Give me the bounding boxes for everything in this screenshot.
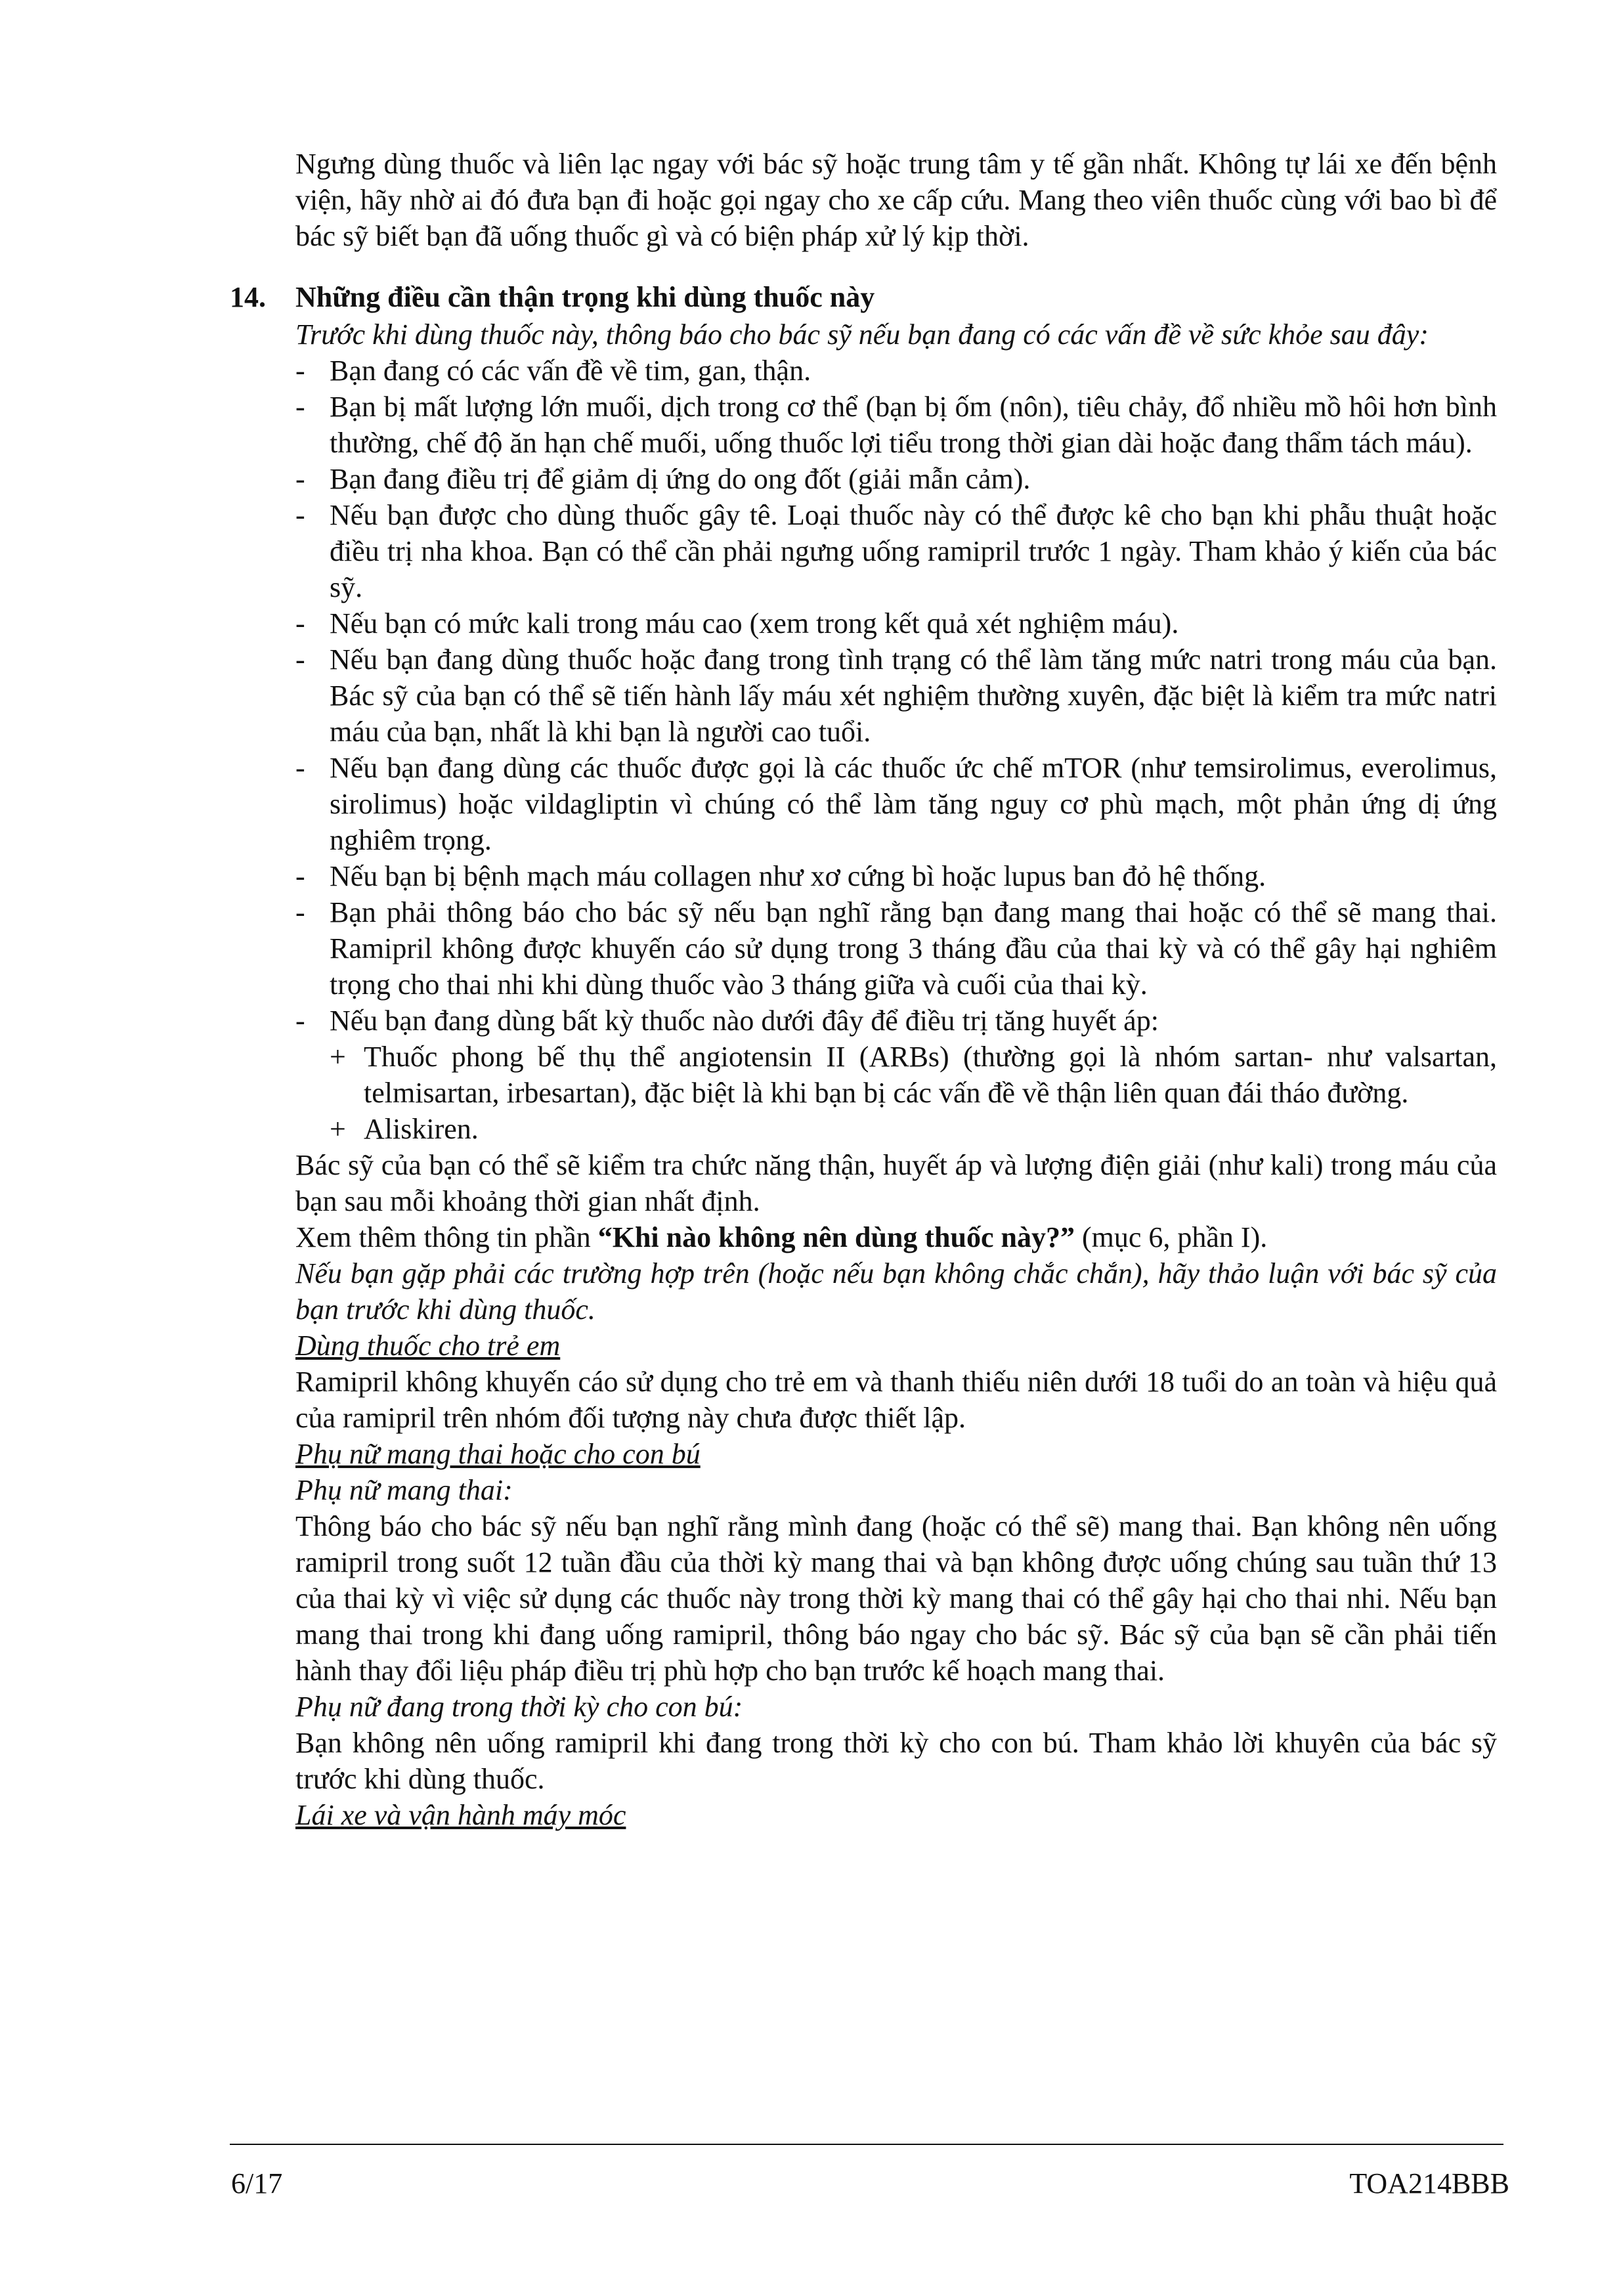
section-number: 14. [230, 281, 266, 313]
children-heading: Dùng thuốc cho trẻ em [295, 1330, 561, 1362]
list-item: - Bạn bị mất lượng lớn muối, dịch trong cơ thể (bạn bị ốm (nôn), tiêu chảy, đổ nhiều mồ hôi hơn bình thường, chế độ ăn hạn chế muối, uống thuốc lợi tiểu trong thời gian dài hoặc đang thẩm tách máu). [295, 389, 1497, 461]
dash-marker: - [295, 752, 305, 784]
pregnant-subheading: Phụ nữ mang thai: [295, 1474, 513, 1506]
section-lead: Trước khi dùng thuốc này, thông báo cho bác sỹ nếu bạn đang có các vấn đề về sức khỏe sau đây: [295, 318, 1429, 351]
section-heading [230, 279, 1497, 315]
list-item: - Bạn đang có các vấn đề về tim, gan, thận. [295, 353, 1497, 389]
sub-list-item: + Aliskiren. [330, 1111, 1497, 1147]
dash-marker: - [295, 860, 305, 892]
breastfeeding-paragraph: Bạn không nên uống ramipril khi đang trong thời kỳ cho con bú. Tham khảo lời khuyên của bác sỹ trước khi dùng thuốc. [295, 1727, 1497, 1795]
hypertension-sublist [330, 1039, 1497, 1147]
intro-paragraph: Ngưng dùng thuốc và liên lạc ngay với bác sỹ hoặc trung tâm y tế gần nhất. Không tự lái xe đến bệnh viện, hãy nhờ ai đó đưa bạn đi hoặc gọi ngay cho xe cấp cứu. Mang theo viên thuốc cùng với bao bì để bác sỹ biết bạn đã uống thuốc gì và có biện pháp xử lý kịp thời. [295, 148, 1497, 252]
dash-marker: - [295, 1005, 305, 1037]
list-item: - Nếu bạn được cho dùng thuốc gây tê. Loại thuốc này có thể được kê cho bạn khi phẫu thuật hoặc điều trị nha khoa. Bạn có thể cần phải ngưng uống ramipril trước 1 ngày. Tham khảo ý kiến của bác sỹ. [295, 497, 1497, 605]
plus-marker: + [330, 1113, 346, 1145]
precaution-list [295, 353, 1497, 1147]
sub-list-item: + Thuốc phong bế thụ thể angiotensin II (ARBs) (thường gọi là nhóm sartan- như valsartan, telmisartan, irbesartan), đặc biệt là khi bạn bị các vấn đề về thận liên quan đái tháo đường. [330, 1039, 1497, 1111]
children-paragraph: Ramipril không khuyến cáo sử dụng cho trẻ em và thanh thiếu niên dưới 18 tuổi do an toàn và hiệu quả của ramipril trên nhóm đối tượng này chưa được thiết lập. [295, 1366, 1497, 1434]
dash-marker: - [295, 896, 305, 928]
list-item: - Nếu bạn đang dùng các thuốc được gọi là các thuốc ức chế mTOR (như temsirolimus, everolimus, sirolimus) hoặc vildagliptin vì chúng có thể làm tăng nguy cơ phù mạch, một phản ứng dị ứng nghiêm trọng. [295, 750, 1497, 858]
breastfeeding-subheading: Phụ nữ đang trong thời kỳ cho con bú: [295, 1691, 743, 1723]
list-item-hypertension: - Nếu bạn đang dùng bất kỳ thuốc nào dưới đây để điều trị tăng huyết áp: + Thuốc phong bế thụ thể angiotensin II (ARBs) (thường gọi là nhóm sartan- như valsartan, telmisartan, irbesartan), đặc biệt là khi bạn bị các vấn đề về thận liên quan đái tháo đường. + Aliskiren. [295, 1003, 1497, 1147]
list-item: - Nếu bạn đang dùng thuốc hoặc đang trong tình trạng có thể làm tăng mức natri trong máu của bạn. Bác sỹ của bạn có thể sẽ tiến hành lấy máu xét nghiệm thường xuyên, đặc biệt là kiểm tra mức natri máu của bạn, nhất là khi bạn là người cao tuổi. [295, 641, 1497, 750]
list-item: - Nếu bạn có mức kali trong máu cao (xem trong kết quả xét nghiệm máu). [295, 605, 1497, 641]
section-title: Những điều cần thận trọng khi dùng thuốc này [295, 281, 875, 313]
plus-marker: + [330, 1041, 346, 1073]
see-more-paragraph: Xem thêm thông tin phần “Khi nào không nên dùng thuốc này?” (mục 6, phần I). [295, 1221, 1268, 1253]
dash-marker: - [295, 607, 305, 639]
list-item: - Bạn đang điều trị để giảm dị ứng do ong đốt (giải mẫn cảm). [295, 461, 1497, 497]
dash-marker: - [295, 391, 305, 423]
dash-marker: - [295, 463, 305, 495]
document-body [230, 146, 1497, 1833]
dash-marker: - [295, 643, 305, 676]
list-item: - Bạn phải thông báo cho bác sỹ nếu bạn nghĩ rằng bạn đang mang thai hoặc có thể sẽ mang thai. Ramipril không được khuyến cáo sử dụng trong 3 tháng đầu của thai kỳ và có thể gây hại nghiêm trọng cho thai nhi khi dùng thuốc vào 3 tháng giữa và cuối của thai kỳ. [295, 894, 1497, 1003]
document-code: TOA214BBB [1349, 2167, 1509, 2199]
driving-heading: Lái xe và vận hành máy móc [295, 1799, 626, 1831]
discuss-note: Nếu bạn gặp phải các trường hợp trên (hoặc nếu bạn không chắc chắn), hãy thảo luận với bác sỹ của bạn trước khi dùng thuốc. [295, 1257, 1497, 1326]
pregnant-paragraph: Thông báo cho bác sỹ nếu bạn nghĩ rằng mình đang (hoặc có thể sẽ) mang thai. Bạn không nên uống ramipril trong suốt 12 tuần đầu của thời kỳ mang thai và bạn không được uống chúng sau tuần thứ 13 của thai kỳ vì việc sử dụng các thuốc này trong thời kỳ mang thai có thể gây hại cho thai nhi. Nếu bạn mang thai trong khi đang uống ramipril, thông báo ngay cho bác sỹ. Bác sỹ của bạn sẽ cần phải tiến hành thay đổi liệu pháp điều trị phù hợp cho bạn trước kế hoạch mang thai. [295, 1510, 1497, 1687]
pregnancy-heading: Phụ nữ mang thai hoặc cho con bú [295, 1438, 701, 1470]
dash-marker: - [295, 499, 305, 531]
see-more-reference: “Khi nào không nên dùng thuốc này?” [597, 1221, 1075, 1253]
after-list-paragraph: Bác sỹ của bạn có thể sẽ kiểm tra chức năng thận, huyết áp và lượng điện giải (như kali) trong máu của bạn sau mỗi khoảng thời gian nhất định. [295, 1149, 1497, 1217]
dash-marker: - [295, 355, 305, 387]
page-number: 6/17 [231, 2167, 283, 2199]
footer-divider [230, 2144, 1503, 2145]
list-item: - Nếu bạn bị bệnh mạch máu collagen như xơ cứng bì hoặc lupus ban đỏ hệ thống. [295, 858, 1497, 894]
